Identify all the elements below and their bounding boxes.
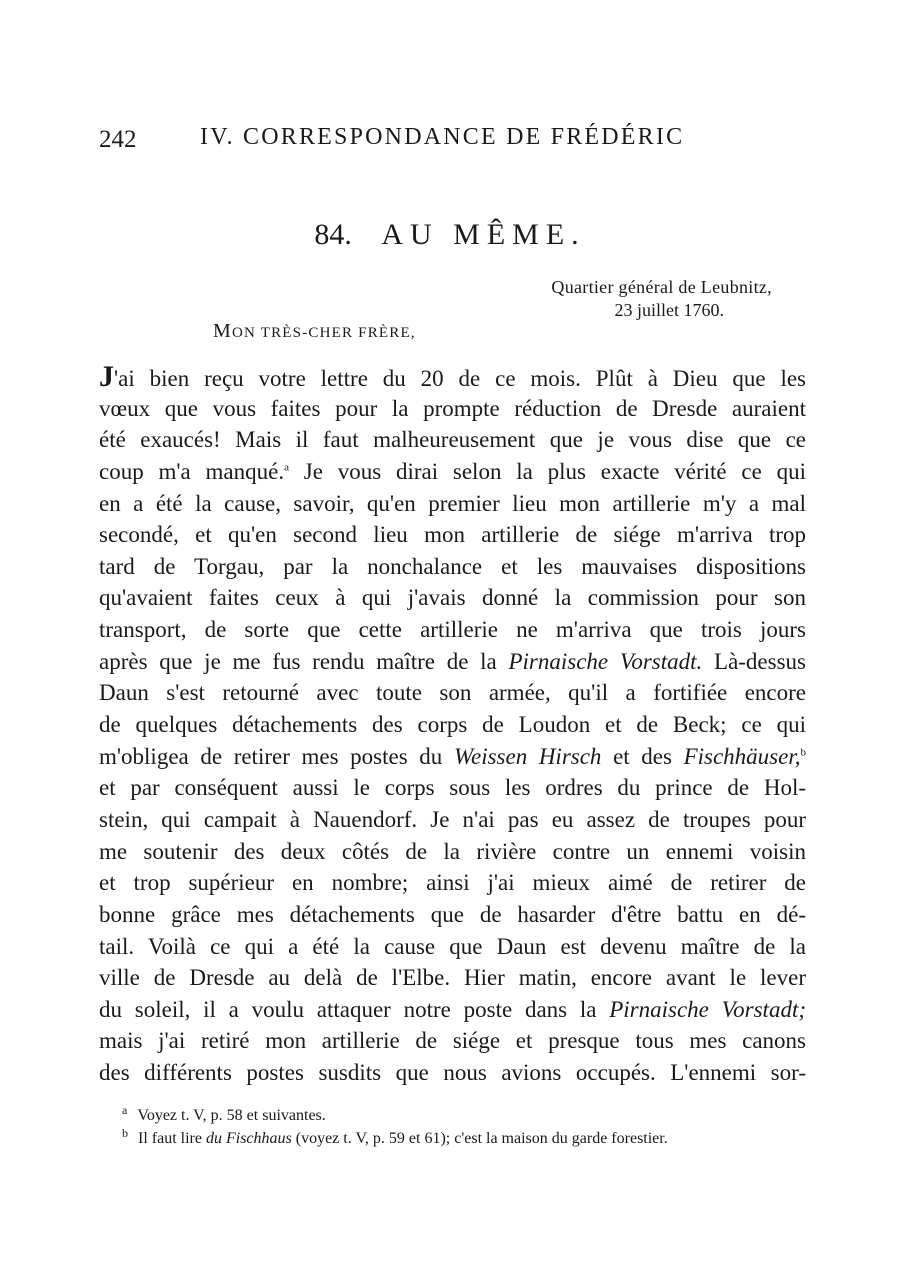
body-line [99, 582, 806, 614]
footnote-text: Il faut lire [138, 1130, 206, 1147]
salutation [213, 320, 416, 343]
body-line [99, 519, 806, 551]
body-text: du soleil, il a voulu attaquer notre poste dans la [99, 996, 610, 1022]
body-line [99, 899, 806, 931]
body-text: Je vous dirai selon la plus exacte vérité ce qui [288, 458, 806, 484]
letter-body [99, 361, 806, 1089]
body-line [99, 741, 806, 773]
body-text: mais j'ai retiré mon artillerie de siége et presque tous mes canons [99, 1028, 806, 1054]
body-text: Daun s'est retourné avec toute son armée, qu'il a fortifiée encore [99, 680, 806, 706]
footnote-italic: du Fischhaus [205, 1130, 292, 1147]
body-line [99, 709, 806, 741]
footnote-ref-a[interactable]: a [284, 461, 289, 474]
body-line [99, 836, 806, 868]
body-text: Là-dessus [702, 648, 806, 674]
footnotes [122, 1104, 782, 1150]
letter-number: 84. [314, 218, 352, 251]
body-line [99, 488, 806, 520]
body-text: tail. Voilà ce qui a été la cause que Daun est devenu maître de la [99, 933, 806, 959]
footnote-mark: b [122, 1125, 128, 1140]
body-line [99, 931, 806, 963]
body-line [99, 962, 806, 994]
salutation-rest: ON TRÈS-CHER FRÈRE, [231, 325, 416, 341]
running-head: IV. CORRESPONDANCE DE FRÉDÉRIC [200, 124, 685, 150]
body-text: stein, qui campait à Nauendorf. Je n'ai pas eu assez de troupes pour [99, 806, 806, 832]
footnote-ref-b[interactable]: b [800, 746, 806, 759]
body-text: transport, de sorte que cette artillerie ne m'arriva que trois jours [99, 617, 806, 643]
letter-title [0, 218, 900, 252]
body-line [99, 1057, 806, 1089]
place-name-italic: Pirnaische Vorstadt; [609, 996, 806, 1022]
salutation-initial: M [213, 320, 232, 342]
body-line [99, 361, 806, 393]
footnote-mark: a [122, 1102, 128, 1117]
body-line [99, 646, 806, 678]
body-text: coup m'a manqué. [99, 458, 285, 484]
body-text: tard de Torgau, par la nonchalance et les mauvaises dispositions [99, 553, 806, 579]
body-line [99, 677, 806, 709]
body-line [99, 772, 806, 804]
place-name-italic: Fischhäuser, [683, 743, 801, 769]
body-text: et par conséquent aussi le corps sous les ordres du prince de Hol- [99, 775, 806, 801]
page-number: 242 [99, 126, 137, 153]
body-text: été exaucés! Mais il faut malheureusement que je vous dise que ce [99, 427, 806, 453]
letter-place: Quartier général de Leubnitz, [551, 277, 772, 297]
body-text: m'obligea de retirer mes postes du [99, 743, 454, 769]
body-line [99, 1025, 806, 1057]
footnote-b [122, 1127, 782, 1150]
body-line [99, 456, 806, 488]
body-line [99, 393, 806, 425]
body-text: ville de Dresde au delà de l'Elbe. Hier matin, encore avant le lever [99, 965, 806, 991]
footnote-text: Voyez t. V, p. 58 et suivantes. [137, 1107, 326, 1124]
body-text: bonne grâce mes détachements que de hasarder d'être battu en dé- [99, 901, 806, 927]
body-line [99, 867, 806, 899]
body-text: et des [601, 743, 684, 769]
body-text: des différents postes susdits que nous avions occupés. L'ennemi sor- [99, 1060, 806, 1086]
body-line [99, 804, 806, 836]
body-text: secondé, et qu'en second lieu mon artillerie de siége m'arriva trop [99, 522, 806, 548]
footnote-a [122, 1104, 782, 1127]
body-text: après que je me fus rendu maître de la [99, 648, 509, 674]
body-text: de quelques détachements des corps de Loudon et de Beck; ce qui [99, 712, 806, 738]
body-line [99, 614, 806, 646]
body-line [99, 424, 806, 456]
drop-cap: J [99, 360, 114, 393]
letter-addressee: AU MÊME. [381, 218, 586, 251]
body-text: me soutenir des deux côtés de la rivière contre un ennemi voisin [99, 838, 806, 864]
footnote-text: (voyez t. V, p. 59 et 61); c'est la maison du garde forestier. [291, 1130, 668, 1147]
body-line [99, 551, 806, 583]
body-text: et trop supérieur en nombre; ainsi j'ai mieux aimé de retirer de [99, 870, 806, 896]
place-name-italic: Pirnaische Vorstadt. [508, 648, 703, 674]
body-text: qu'avaient faites ceux à qui j'avais donné la commission pour son [99, 585, 806, 611]
body-text: 'ai bien reçu votre lettre du 20 de ce mois. Plût à Dieu que les [114, 366, 806, 391]
place-name-italic: Weissen Hirsch [453, 743, 602, 769]
letter-date: 23 juillet 1760. [614, 300, 724, 320]
body-line [99, 994, 806, 1026]
body-text: en a été la cause, savoir, qu'en premier lieu mon artillerie m'y a mal [99, 490, 806, 516]
body-text: vœux que vous faites pour la prompte réduction de Dresde auraient [99, 395, 806, 421]
